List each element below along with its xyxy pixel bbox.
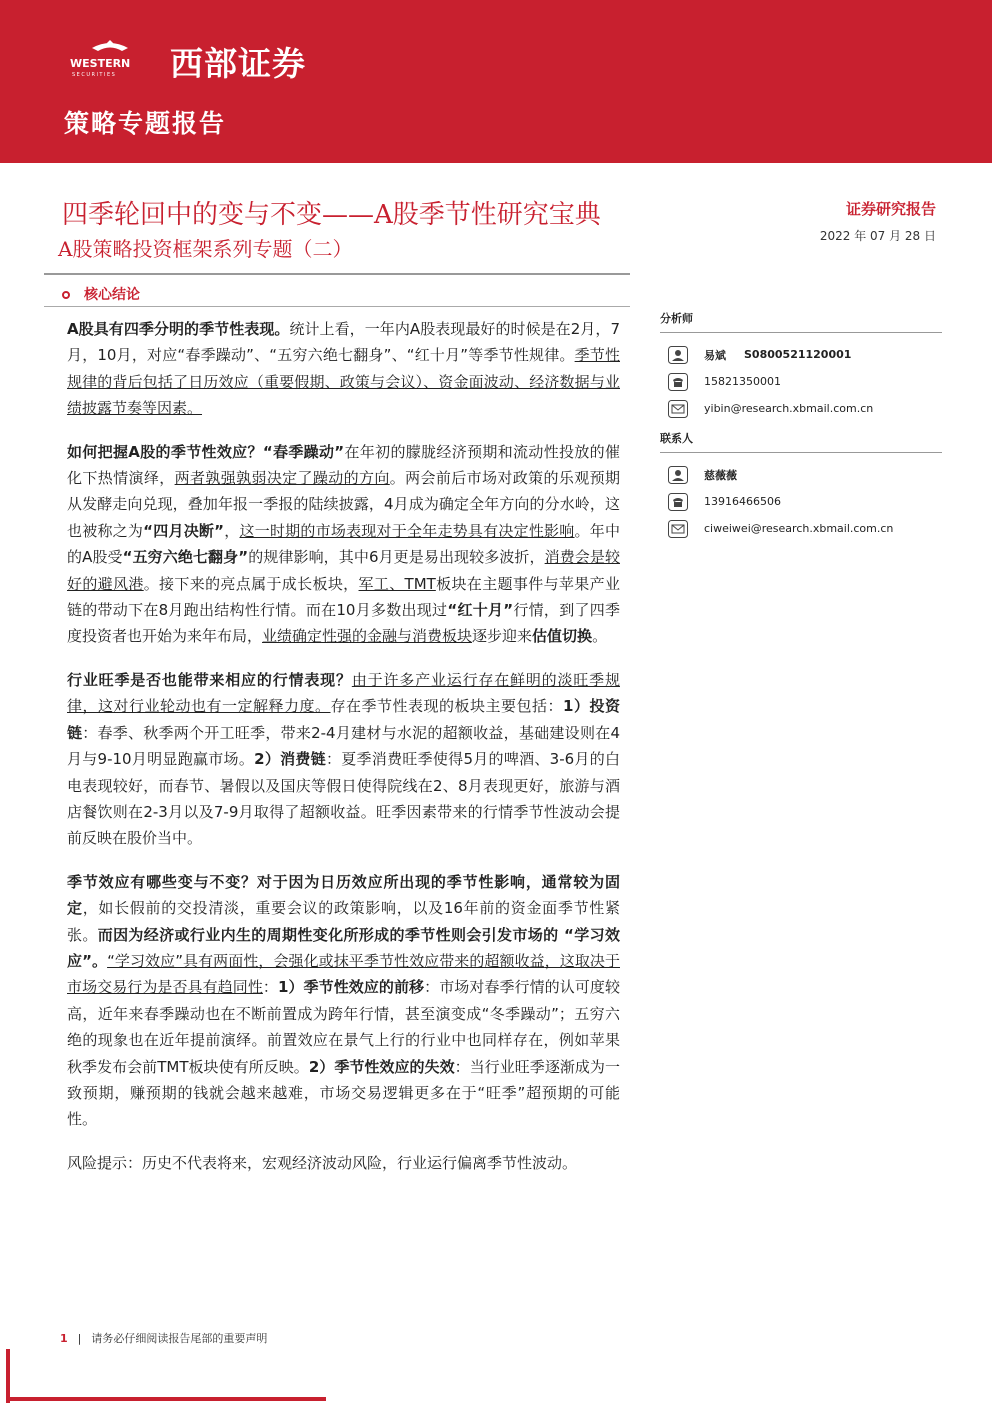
analyst-email-row [660,395,942,422]
analyst-email[interactable]: yibin@research.xbmail.com.cn [704,402,874,415]
report-type: 证券研究报告 [845,200,936,218]
person-icon [668,346,688,364]
contact-heading: 联系人 [660,430,942,453]
person-icon [668,466,688,484]
analyst-heading: 分析师 [660,310,942,333]
brand-name: 西部证券 [170,44,306,83]
corner-mark-vertical [6,1349,10,1403]
contact-phone-row [660,488,942,515]
phone-icon [668,493,688,511]
core-conclusion-heading [62,284,140,304]
contact-phone: 13916466506 [704,495,781,508]
core-divider [44,306,630,307]
contact-name: 慈薇薇 [704,468,737,482]
paragraph-3: 行业旺季是否也能带来相应的行情表现？由于许多产业运行存在鲜明的淡旺季规律，这对行业轮动也有一定解释力度。存在季节性表现的板块主要包括：1）投资链：春季、秋季两个开工旺季，带来2-4月建材与水泥的超额收益，基础建设则在4月与9-10月明显跑赢市场。2）消费链：夏季消费旺季使得5月的啤酒、3-6月的白电表现较好，而春节、暑假以及国庆等假日使得院线在2、8月表现更好，旅游与酒店餐饮则在2-3月以及7-9月取得了超额收益。旺季因素带来的行情季节性波动会提前反映在股价当中。 [67,670,621,848]
report-date: 2022 年 07 月 28 日 [819,229,936,243]
report-title: 四季轮回中的变与不变——A股季节性研究宝典 [62,200,601,230]
title-divider [44,273,630,275]
report-body [67,316,620,1193]
analyst-sidebar [660,310,942,542]
contact-email[interactable]: ciweiwei@research.xbmail.com.cn [704,522,894,535]
paragraph-1: A股具有四季分明的季节性表现。统计上看，一年内A股表现最好的时候是在2月，7月，10月，对应“春季躁动”、“五穷六绝七翻身”、“红十月”等季节性规律。季节性规律的背后包括了日历效应（重要假期、政策与会议）、资金面波动、经济数据与业绩披露节奏等因素。 [67,320,620,418]
paragraph-2: 如何把握A股的季节性效应？“春季躁动”在年初的朦胧经济预期和流动性投放的催化下热情演绎，两者孰强孰弱决定了躁动的方向。两会前后市场对政策的乐观预期从发酵走向兑现，叠加年报一季报的陆续披露，4月成为确定全年方向的分水岭，这也被称之为“四月决断”，这一时期的市场表现对于全年走势具有决定性影响。年中的A股受“五穷六绝七翻身”的规律影响，其中6月更是易出现较多波折，消费会是较好的避风港。接下来的亮点属于成长板块，军工、TMT板块在主题事件与苹果产业链的带动下在8月跑出结构性行情。而在10月多数出现过“红十月”行情，到了四季度投资者也开始为来年布局，业绩确定性强的金融与消费板块逐步迎来估值切换。 [67,442,620,646]
analyst-name: 易斌 [704,348,726,362]
western-securities-logo [70,40,180,80]
analyst-phone-row [660,368,942,395]
analyst-phone: 15821350001 [704,375,781,388]
banner-subtitle: 策略专题报告 [64,109,227,138]
page-footer [60,1330,267,1346]
mail-icon [668,520,688,538]
contact-name-row [660,461,942,488]
report-subtitle: A股策略投资框架系列专题（二） [58,237,353,261]
contact-email-row [660,515,942,542]
svg-text:SECURITIES: SECURITIES [72,72,117,78]
footer-separator: | [77,1332,82,1345]
mail-icon [668,400,688,418]
corner-mark-horizontal [6,1397,326,1401]
paragraph-4: 季节效应有哪些变与不变？对于因为日历效应所出现的季节性影响，通常较为固定，如长假前的交投清淡，重要会议的政策影响，以及16年前的资金面季节性紧张。而因为经济或行业内生的周期性变化所形成的季节性则会引发市场的 “学习效应”。“学习效应”具有两面性，会强化或抹平季节性效应带来的超额收益，这取决于市场交易行为是否具有趋同性：1）季节性效应的前移：市场对春季行情的认可度较高，近年来春季躁动也在不断前置成为跨年行情，甚至演变成“冬季躁动”；五穷六绝的现象也在近年提前演绎。前置效应在景气上行的行业中也同样存在，例如苹果秋季发布会前TMT板块使有所反映。2）季节性效应的失效：当行业旺季逐渐成为一致预期，赚预期的钱就会越来越难，市场交易逻辑更多在于“旺季”超预期的可能性。 [67,872,620,1129]
bullet-icon [62,291,70,299]
page-number: 1 [60,1332,68,1345]
footer-notice: 请务必仔细阅读报告尾部的重要声明 [91,1332,268,1345]
analyst-name-row [660,341,942,368]
paragraph-risk: 风险提示：历史不代表将来，宏观经济波动风险，行业运行偏离季节性波动。 [67,1153,578,1172]
core-heading-label: 核心结论 [84,287,140,303]
svg-text:WESTERN: WESTERN [70,57,131,70]
header-banner [0,0,992,163]
analyst-cert: S0800521120001 [744,348,852,361]
phone-icon [668,373,688,391]
